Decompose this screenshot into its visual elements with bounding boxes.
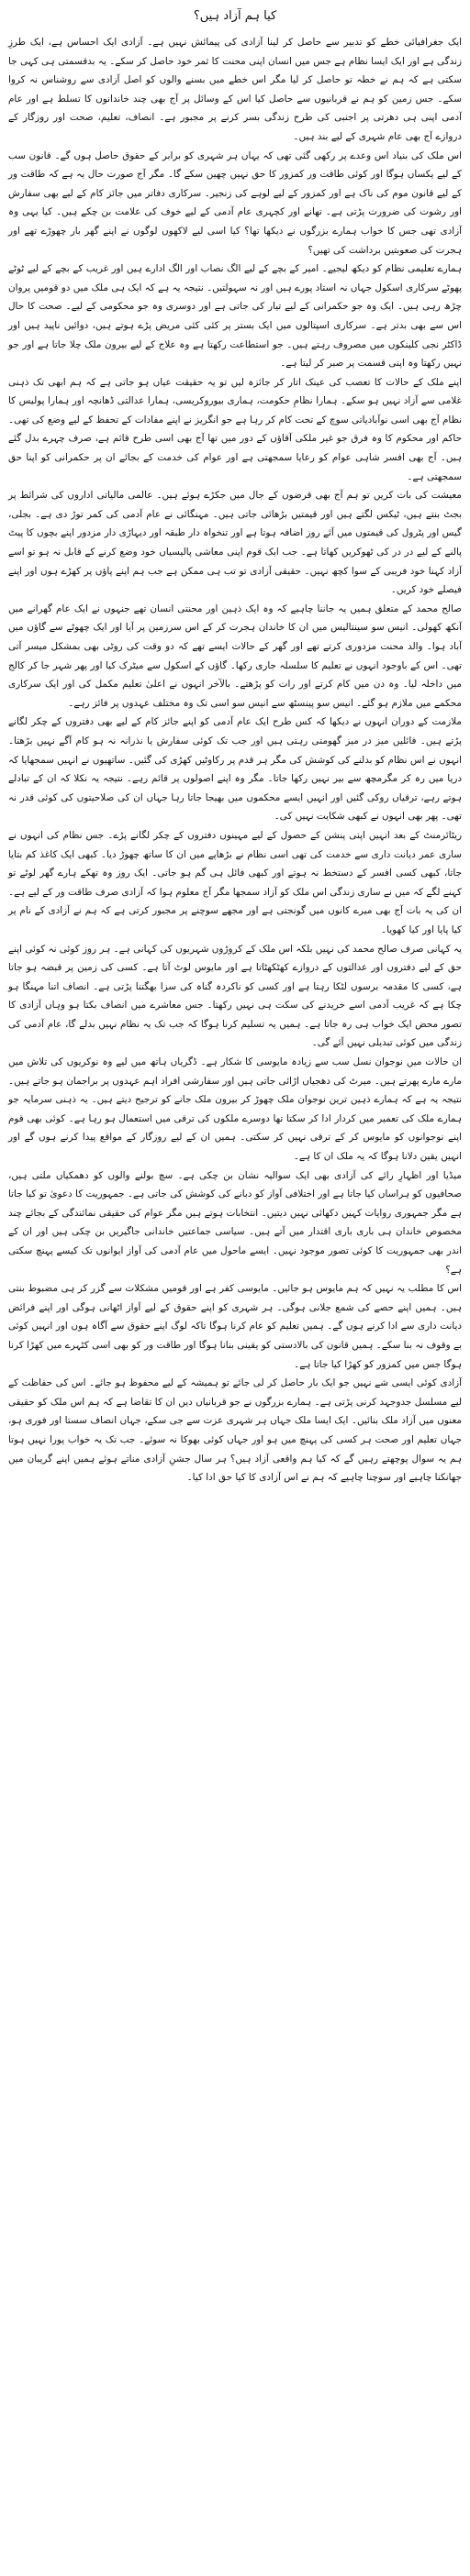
article-paragraph: ملازمت کے دوران انہوں نے دیکھا کہ کس طرح ایک عام آدمی کو اپنے جائز کام کے لیے بھی دفتروں کے چکر لگانے پڑتے ہیں۔ فائلیں میز در میز گھومتی رہتی ہیں اور جب تک کوئی سفارش یا نذرانہ نہ ہو کام آگے نہیں بڑھتا۔ انہوں نے اس نظام کو بدلنے کی کوشش کی مگر ہر قدم پر رکاوٹیں کھڑی کی گئیں۔ ساتھیوں نے انہیں سمجھایا کہ دریا میں رہ کر مگرمچھ سے بیر نہیں رکھا جاتا۔ مگر وہ اپنے اصولوں پر قائم رہے۔ نتیجہ یہ نکلا کہ ان کے تبادلے ہوتے رہے، ترقیاں روکی گئیں اور انہیں ایسے محکموں میں بھیجا جاتا رہا جہاں ان کی صلاحیتوں کی کوئی قدر نہ تھی۔ پھر بھی انہوں نے کبھی شکایت نہیں کی۔ [8, 716, 462, 823]
article-paragraph: صالح محمد کے متعلق ہمیں یہ جاننا چاہیے کہ وہ ایک ذہین اور محنتی انسان تھے جنہوں نے ایک عام گھرانے میں آنکھ کھولی۔ انیس سو سینتالیس میں ان کا خاندان ہجرت کر کے اس سرزمین پر آیا اور ایک چھوٹے سے گاؤں میں آباد ہوا۔ والد محنت مزدوری کرتے تھے اور گھر کے حالات ایسے تھے کہ دو وقت کی روٹی بھی بمشکل میسر آتی تھی۔ اس کے باوجود انہوں نے تعلیم کا سلسلہ جاری رکھا۔ گاؤں کے اسکول سے میٹرک کیا اور پھر شہر جا کر کالج میں داخلہ لیا۔ وہ دن میں کام کرتے اور رات کو پڑھتے۔ بالآخر انہوں نے اعلیٰ تعلیم مکمل کی اور ایک سرکاری محکمے میں ملازم ہو گئے۔ انیس سو پینسٹھ سے انیس سو اسی تک وہ مختلف عہدوں پر فائز رہے۔ [8, 603, 462, 709]
article-paragraph: معیشت کی بات کریں تو ہم آج بھی قرضوں کے جال میں جکڑے ہوئے ہیں۔ عالمی مالیاتی اداروں کی شرائط پر بجٹ بنتے ہیں، ٹیکس لگتے ہیں اور قیمتیں بڑھائی جاتی ہیں۔ مہنگائی نے عام آدمی کی کمر توڑ دی ہے۔ بجلی، گیس اور پٹرول کی قیمتوں میں آئے روز اضافہ ہوتا ہے اور تنخواہ دار طبقہ اور دیہاڑی دار مزدور اپنے بچوں کا پیٹ پالنے کے لیے در در کی ٹھوکریں کھاتا ہے۔ جب ایک قوم اپنی معاشی پالیسیاں خود وضع کرنے کے قابل نہ ہو تو اسے آزاد کہنا خود فریبی کے سوا کچھ نہیں۔ حقیقی آزادی تو تب ہی ممکن ہے جب ہم اپنے پاؤں پر کھڑے ہوں اور اپنے فیصلے خود کریں۔ [8, 490, 462, 596]
article-paragraph: اس کا مطلب یہ نہیں کہ ہم مایوس ہو جائیں۔ مایوسی کفر ہے اور قومیں مشکلات سے گزر کر ہی مضبوط بنتی ہیں۔ ہمیں اپنے حصے کی شمع جلانی ہوگی۔ ہر شہری کو اپنے حقوق کے لیے آواز اٹھانی ہوگی اور اپنے فرائض دیانت داری سے ادا کرنے ہوں گے۔ ہمیں تعلیم کو عام کرنا ہوگا تاکہ لوگ اپنے حقوق سے آگاہ ہوں اور انہیں کوئی بے وقوف نہ بنا سکے۔ ہمیں قانون کی بالادستی کو یقینی بنانا ہوگا اور طاقت ور کو بھی اسی کٹہرے میں کھڑا کرنا ہوگا جس میں کمزور کو کھڑا کیا جاتا ہے۔ [8, 1283, 462, 1370]
article-paragraph: ہمارے تعلیمی نظام کو دیکھ لیجیے۔ امیر کے بچے کے لیے الگ نصاب اور الگ ادارے ہیں اور غریب کے بچے کے لیے ٹوٹے پھوٹے سرکاری اسکول جہاں نہ استاد پورے ہیں اور نہ سہولتیں۔ نتیجہ یہ ہے کہ ایک ہی ملک میں دو قومیں پروان چڑھ رہی ہیں۔ ایک وہ جو حکمرانی کے لیے تیار کی جاتی ہے اور دوسری وہ جو محکومی کے لیے۔ صحت کا حال اس سے بھی بدتر ہے۔ سرکاری اسپتالوں میں ایک بستر پر کئی کئی مریض پڑے ہوتے ہیں، دوائیں ناپید ہیں اور ڈاکٹر نجی کلینکوں میں مصروف رہتے ہیں۔ جو استطاعت رکھتا ہے وہ علاج کے لیے بیرون ملک چلا جاتا ہے اور جو نہیں رکھتا وہ اپنی قسمت پر صبر کر لیتا ہے۔ [8, 263, 462, 370]
article-paragraph: میڈیا اور اظہارِ رائے کی آزادی بھی ایک سوالیہ نشان بن چکی ہے۔ سچ بولنے والوں کو دھمکیاں ملتی ہیں، صحافیوں کو ہراساں کیا جاتا ہے اور اختلافی آواز کو دبانے کی کوشش کی جاتی ہے۔ جمہوریت کا دعویٰ تو کیا جاتا ہے مگر جمہوری روایات کہیں دکھائی نہیں دیتیں۔ انتخابات ہوتے ہیں مگر عوام کی حقیقی نمائندگی کے بجائے چند مخصوص خاندان ہی باری باری اقتدار میں آتے ہیں۔ سیاسی جماعتیں خاندانی جاگیریں بن چکی ہیں اور ان کے اندر بھی جمہوریت کا کوئی تصور موجود نہیں۔ ایسے ماحول میں عام آدمی کی آواز ایوانوں تک کیسے پہنچ سکتی ہے؟ [8, 1169, 462, 1276]
article-paragraph: اس ملک کی بنیاد اس وعدے پر رکھی گئی تھی کہ یہاں ہر شہری کو برابر کے حقوق حاصل ہوں گے۔ قانون سب کے لیے یکساں ہوگا اور کوئی طاقت ور کمزور کا حق نہیں چھین سکے گا۔ مگر آج صورت حال یہ ہے کہ طاقت ور کے لیے قانون موم کی ناک ہے اور کمزور کے لیے لوہے کی زنجیر۔ سرکاری دفاتر میں جائز کام کے لیے بھی سفارش اور رشوت کی ضرورت پڑتی ہے۔ تھانے اور کچہری عام آدمی کے لیے خوف کی علامت بن چکے ہیں۔ کیا یہی وہ آزادی تھی جس کا خواب ہمارے بزرگوں نے دیکھا تھا؟ کیا اسی لیے لاکھوں لوگوں نے اپنے گھر بار چھوڑے تھے اور ہجرت کی صعوبتیں برداشت کی تھیں؟ [8, 149, 462, 256]
article-paragraph: ایک جغرافیائی خطے کو تدبیر سے حاصل کر لینا آزادی کی پیمائش نہیں ہے۔ آزادی ایک احساس ہے، ایک طرزِ زندگی ہے اور ایک ایسا نظام ہے جس میں انسان اپنی محنت کا ثمر خود حاصل کر سکے۔ یہ بدقسمتی ہی کہی جا سکتی ہے کہ ہم نے خطہ تو حاصل کر لیا مگر اس خطے میں بسنے والوں کو اصل آزادی سے روشناس نہ کروا سکے۔ جس زمین کو ہم نے قربانیوں سے حاصل کیا اس کے وسائل پر آج بھی چند خاندانوں کا تسلط ہے اور عام آدمی اپنی ہی دھرتی پر اجنبی کی طرح زندگی بسر کرنے پر مجبور ہے۔ انصاف، تعلیم، صحت اور روزگار کے دروازے آج بھی عام شہری کے لیے بند ہیں۔ [8, 37, 462, 142]
article-paragraph: آزادی کوئی ایسی شے نہیں جو ایک بار حاصل کر لی جائے تو ہمیشہ کے لیے محفوظ ہو جائے۔ اس کی حفاظت کے لیے مسلسل جدوجہد کرنی پڑتی ہے۔ ہمارے بزرگوں نے جو قربانیاں دیں ان کا تقاضا ہے کہ ہم اس ملک کو حقیقی معنوں میں آزاد ملک بنائیں۔ ایک ایسا ملک جہاں ہر شہری عزت سے جی سکے، جہاں انصاف سستا اور فوری ہو، جہاں تعلیم اور صحت ہر کسی کی پہنچ میں ہو اور جہاں کوئی بھوکا نہ سوئے۔ جب تک یہ خواب پورا نہیں ہوتا ہم یہ سوال پوچھتے رہیں گے کہ کیا ہم واقعی آزاد ہیں؟ ہر سال جشنِ آزادی مناتے ہوئے ہمیں اپنے گریبان میں جھانکنا چاہیے اور سوچنا چاہیے کہ ہم نے اس آزادی کا کیا حق ادا کیا۔ [8, 1377, 462, 1484]
article-paragraph: یہ کہانی صرف صالح محمد کی نہیں بلکہ اس ملک کے کروڑوں شہریوں کی کہانی ہے۔ ہر روز کوئی نہ کوئی اپنے حق کے لیے دفتروں اور عدالتوں کے دروازے کھٹکھٹاتا ہے اور مایوس لوٹ آتا ہے۔ کسی کی زمین پر قبضہ ہو جاتا ہے، کسی کا مقدمہ برسوں لٹکا رہتا ہے اور کسی کو ناکردہ گناہ کی سزا بھگتنا پڑتی ہے۔ انصاف اتنا مہنگا ہو چکا ہے کہ غریب آدمی اسے خریدنے کی سکت ہی نہیں رکھتا۔ جس معاشرے میں انصاف بکتا ہو وہاں آزادی کا تصور محض ایک خواب ہی رہ جاتا ہے۔ ہمیں یہ تسلیم کرنا ہوگا کہ جب تک یہ نظام نہیں بدلے گا، عام آدمی کی زندگی میں کوئی تبدیلی نہیں آئے گی۔ [8, 943, 462, 1049]
article-paragraph: ان حالات میں نوجوان نسل سب سے زیادہ مایوسی کا شکار ہے۔ ڈگریاں ہاتھ میں لیے وہ نوکریوں کی تلاش میں مارے مارے پھرتے ہیں۔ میرٹ کی دھجیاں اڑائی جاتی ہیں اور سفارشی افراد اہم عہدوں پر براجمان ہو جاتے ہیں۔ نتیجہ یہ ہے کہ ہمارے ذہین ترین نوجوان ملک چھوڑ کر بیرون ملک جانے کو ترجیح دیتے ہیں۔ یہ ذہنی سرمایہ جو ہمارے ملک کی تعمیر میں کردار ادا کر سکتا تھا دوسرے ملکوں کی ترقی میں استعمال ہو رہا ہے۔ کوئی بھی قوم اپنے نوجوانوں کو مایوس کر کے ترقی نہیں کر سکتی۔ ہمیں ان کے لیے روزگار کے مواقع پیدا کرنے ہوں گے اور انہیں یقین دلانا ہوگا کہ یہ ملک ان کا ہے۔ [8, 1056, 462, 1163]
article-body [8, 33, 462, 1487]
article-title: کیا ہم آزاد ہیں؟ [193, 9, 277, 23]
article-paragraph: ریٹائرمنٹ کے بعد انہیں اپنی پنشن کے حصول کے لیے مہینوں دفتروں کے چکر لگانے پڑے۔ جس نظام کی انہوں نے ساری عمر دیانت داری سے خدمت کی تھی اسی نظام نے بڑھاپے میں ان کا ساتھ چھوڑ دیا۔ کبھی ایک کاغذ کم بتایا جاتا، کبھی کسی افسر کے دستخط نہ ہوتے اور کبھی فائل ہی گم ہو جاتی۔ ایک روز وہ تھکے ہارے گھر لوٹے تو کہنے لگے کہ میں نے ساری زندگی اس ملک کو آزاد سمجھا مگر آج معلوم ہوا کہ آزادی صرف طاقت ور کے لیے ہے۔ ان کی یہ بات آج بھی میرے کانوں میں گونجتی ہے اور مجھے سوچنے پر مجبور کرتی ہے کہ ہم نے آزادی کے نام پر کیا پایا اور کیا کھویا۔ [8, 829, 462, 935]
article-paragraph: اپنے ملک کے حالات کا تعصب کی عینک اتار کر جائزہ لیں تو یہ حقیقت عیاں ہو جاتی ہے کہ ہم ابھی تک ذہنی غلامی سے آزاد نہیں ہو سکے۔ ہمارا نظامِ حکومت، ہماری بیوروکریسی، ہمارا عدالتی ڈھانچہ اور ہمارا پولیس کا نظام آج بھی اسی نوآبادیاتی سوچ کے تحت کام کر رہا ہے جو انگریز نے اپنے مفادات کے تحفظ کے لیے وضع کی تھی۔ حاکم اور محکوم کا وہ فرق جو غیر ملکی آقاؤں کے دور میں تھا آج بھی اسی طرح قائم ہے، صرف چہرے بدل گئے ہیں۔ آج بھی افسر شاہی عوام کو رعایا سمجھتی ہے اور عوام کی خدمت کے بجائے ان پر حکمرانی کو اپنا حق سمجھتی ہے۔ [8, 376, 462, 482]
